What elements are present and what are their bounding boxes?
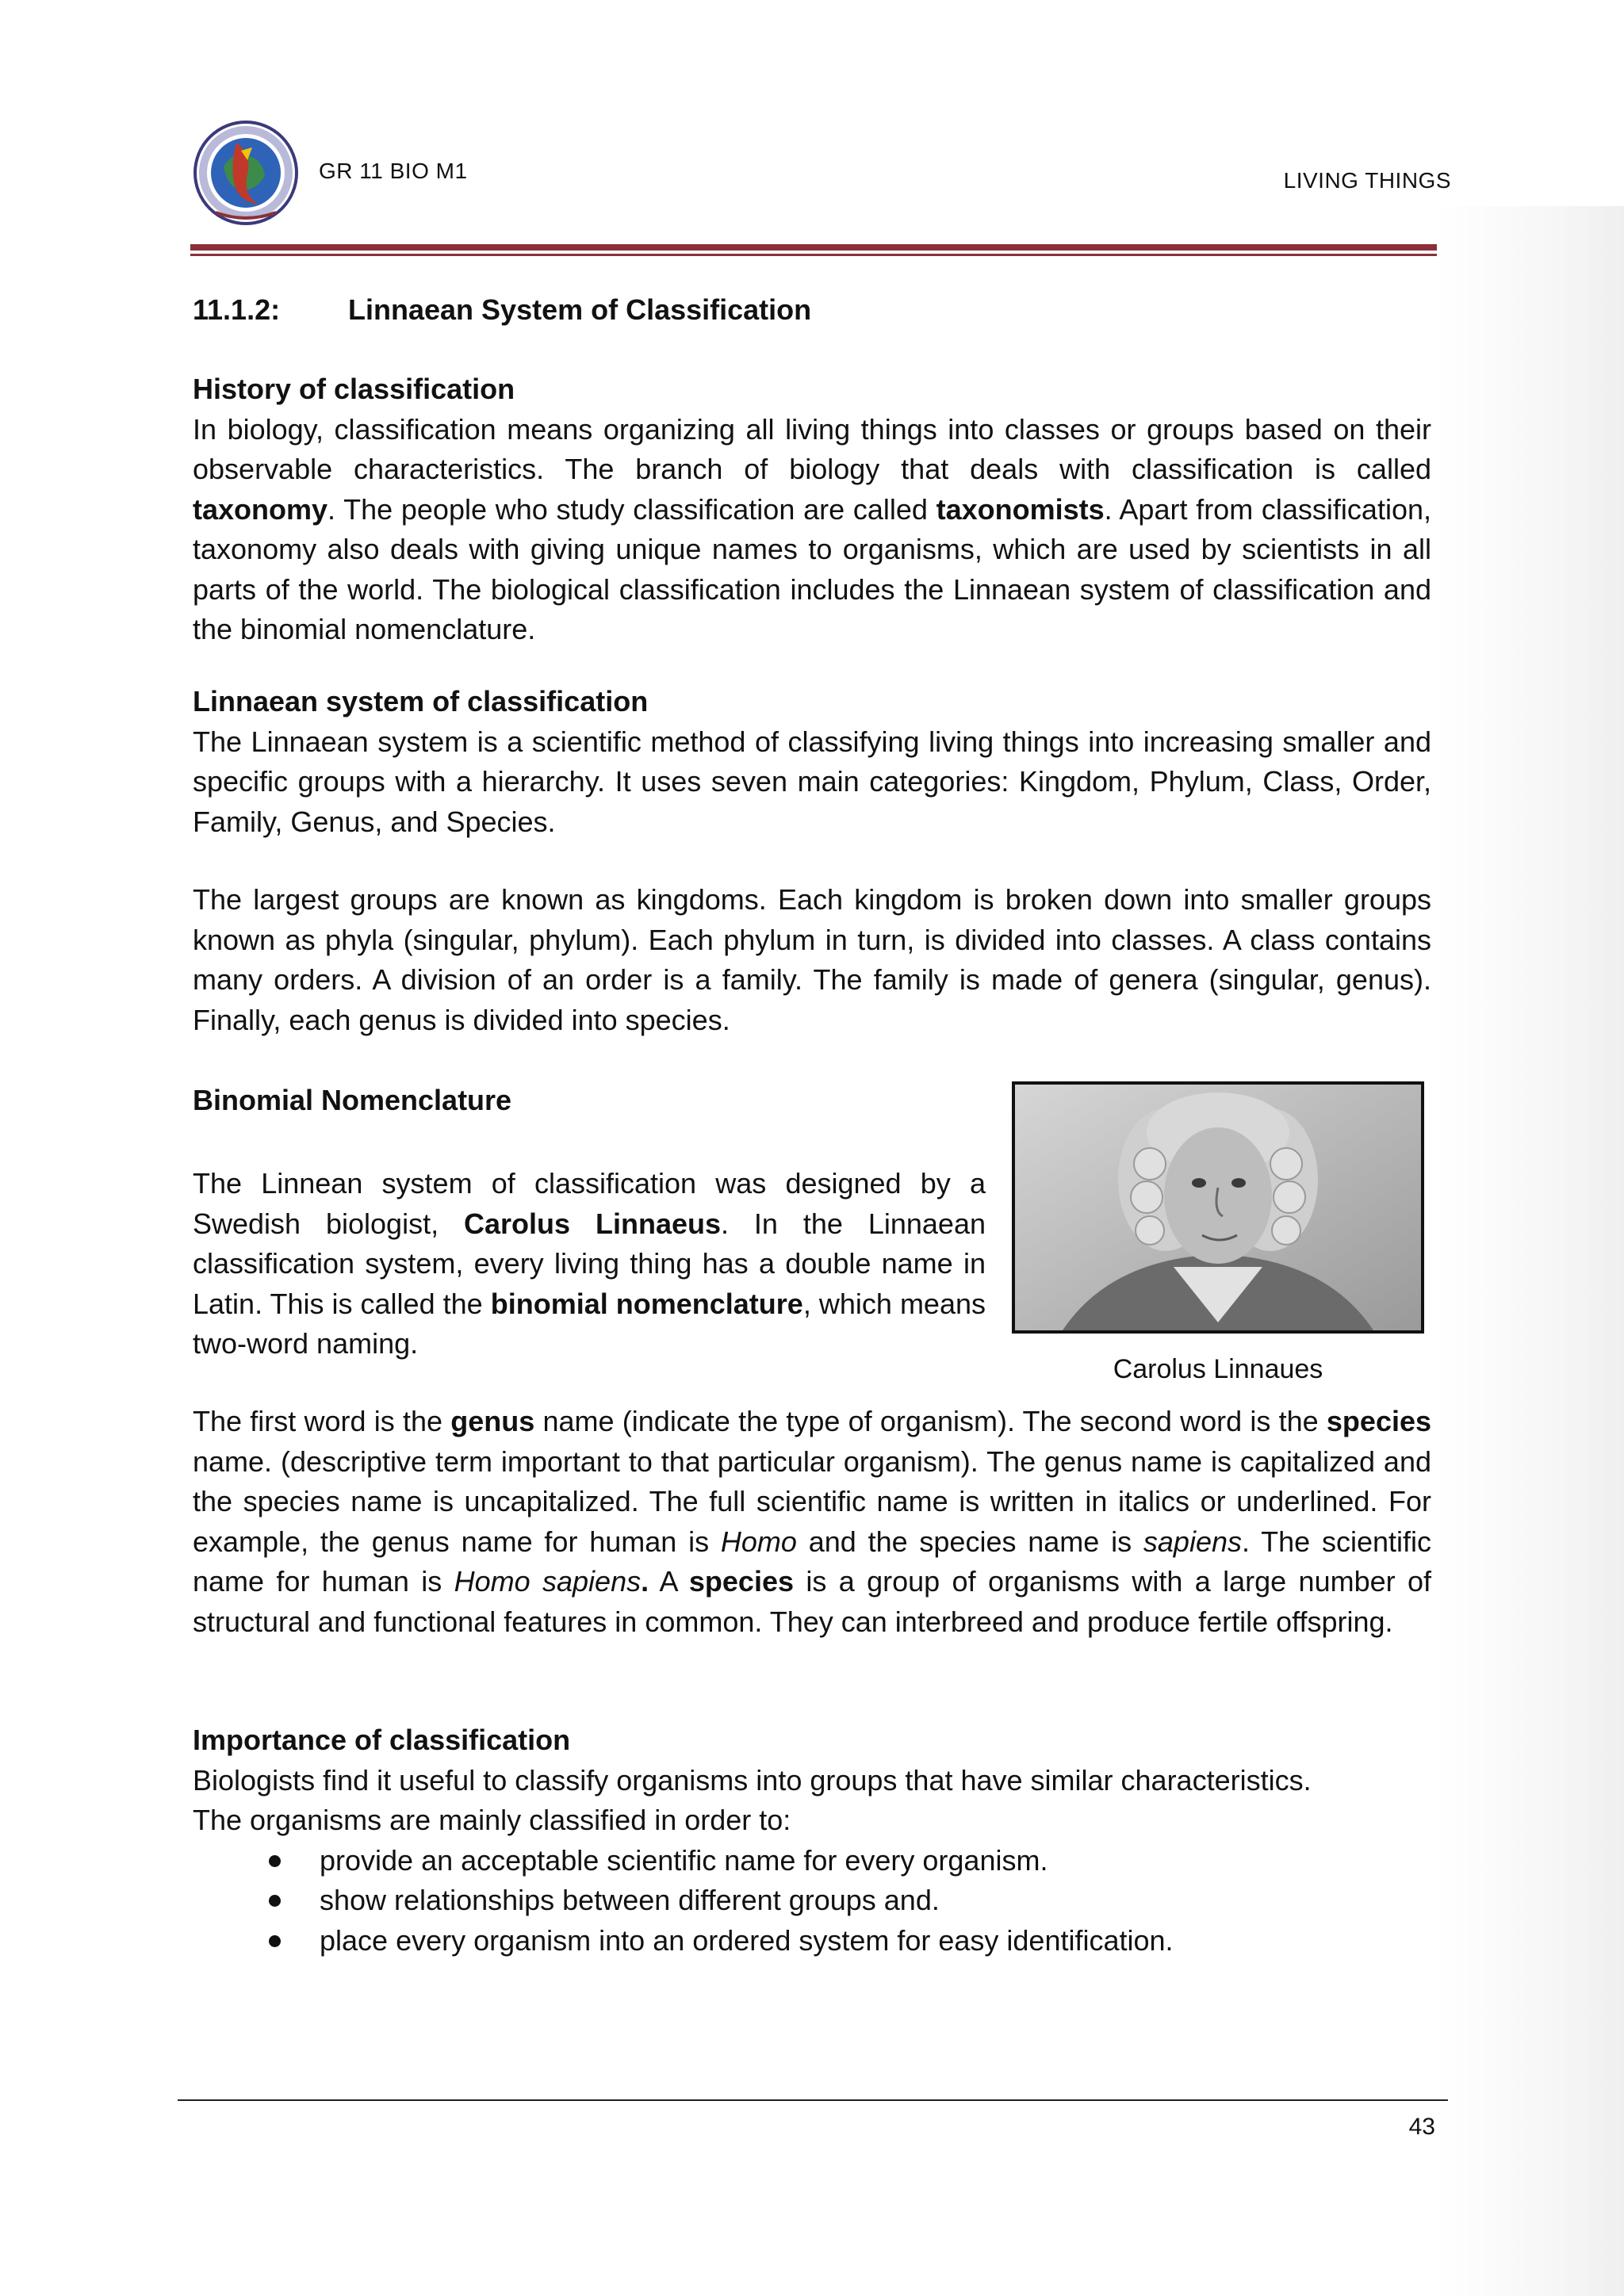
importance-heading: Importance of classification [193, 1724, 571, 1756]
naming-paragraph: The first word is the genus name (indicate the type of organism). The second word is the species name. (descriptive term important to that particular organism). The genus name is capitalized and the species name is uncapitalized. The full scientific name is written in italics or underlined. For example, the genus name for human is Homo and the species name is sapiens. The scientific name for human is Homo sapiens. A species is a group of organisms with a large number of structural and functional features in common. They can interbreed and produce fertile offspring. [193, 1405, 1432, 1638]
linnaean-paragraph-1: The Linnaean system is a scientific method of classifying living things into increasing smaller and specific groups with a hierarchy. It uses seven main categories: Kingdom, Phylum, Class, Order, Family, Genus, and Species. [193, 725, 1431, 838]
term-taxonomy: taxonomy [193, 492, 328, 526]
bullet-icon [269, 1895, 281, 1907]
binomial-paragraph: The Linnean system of classification was designed by a Swedish biologist, Carolus Linnaeus. In the Linnaean classification system, every living thing has a double name in Latin. This is called the binomial nomenclature, which means two-word naming. [193, 1167, 986, 1360]
importance-line-2: The organisms are mainly classified in order to: [193, 1804, 791, 1836]
linnaeus-portrait [1012, 1081, 1424, 1334]
binomial-heading: Binomial Nomenclature [193, 1084, 512, 1116]
binomial-paragraph-block [193, 1164, 986, 1364]
list-item: show relationships between different groups and. [193, 1881, 1431, 1921]
footer-rule [178, 2099, 1448, 2101]
term-sapiens: sapiens [1143, 1525, 1242, 1558]
linnaean-heading: Linnaean system of classification [193, 685, 649, 718]
history-section [193, 369, 1431, 650]
linnaean-section [193, 682, 1431, 842]
list-item: provide an acceptable scientific name for every organism. [193, 1841, 1431, 1881]
portrait-caption: Carolus Linnaues [1113, 1354, 1323, 1384]
term-genus: genus [450, 1405, 535, 1437]
importance-section [193, 1720, 1431, 1961]
importance-list [193, 1841, 1431, 1961]
page-number: 43 [1408, 2114, 1435, 2140]
term-homo: Homo [720, 1525, 797, 1558]
term-binomial-nomenclature: binomial nomenclature [490, 1287, 803, 1320]
portrait-image [1015, 1085, 1421, 1330]
linnaean-paragraph-2-block [193, 880, 1431, 1040]
list-item: place every organism into an ordered system for easy identification. [193, 1921, 1431, 1961]
naming-section [193, 1402, 1431, 1642]
term-homo-sapiens: Homo sapiens [454, 1565, 642, 1598]
section-heading: Linnaean System of Classification [348, 293, 812, 326]
section-title [193, 293, 811, 327]
history-paragraph: In biology, classification means organizing all living things into classes or groups based on their observable characteristics. The branch of biology that deals with classification is called taxonomy. The people who study classification are called taxonomists. Apart from classification, taxonomy also deals with giving unique names to organisms, which are used by scientists in all parts of the world. The biological classification includes the Linnaean system of classification and the binomial nomenclature. [193, 412, 1431, 645]
topic-title: LIVING THINGS [1283, 168, 1451, 193]
page-edge-shadow [1434, 206, 1624, 2296]
term-taxonomists: taxonomists [936, 492, 1105, 526]
header-rule-thick [190, 244, 1437, 251]
section-number: 11.1.2: [193, 293, 281, 326]
term-species: species [1326, 1405, 1432, 1437]
header-rule-thin [190, 254, 1437, 256]
bullet-icon [269, 1935, 281, 1947]
institution-logo [192, 119, 300, 227]
term-species-2: species [688, 1565, 794, 1598]
history-heading: History of classification [193, 373, 515, 405]
linnaean-paragraph-2: The largest groups are known as kingdoms. Each kingdom is broken down into smaller groups known as phyla (singular, phylum). Each phylum in turn, is divided into classes. A class contains many orders. A division of an order is a family. The family is made of genera (singular, genus). Finally, each genus is divided into species. [193, 883, 1431, 1036]
bullet-icon [269, 1855, 281, 1867]
course-code: GR 11 BIO M1 [319, 159, 468, 183]
name-carolus-linnaeus: Carolus Linnaeus [464, 1207, 721, 1240]
importance-line-1: Biologists find it useful to classify organisms into groups that have similar characteristics. [193, 1763, 1312, 1797]
